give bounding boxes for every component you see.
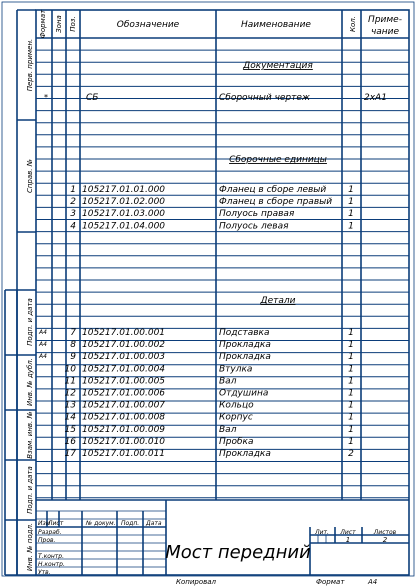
row-pos: 8	[70, 340, 76, 351]
footer-format-label: Формат	[316, 578, 345, 586]
tb-norm-control: Н.контр.	[38, 561, 65, 568]
doc-name: Сборочный чертеж	[219, 93, 311, 103]
row-designation: 105217.01.00.011	[82, 449, 166, 459]
header-note-line1: Приме-	[368, 15, 402, 25]
tb-checked: Пров.	[38, 537, 56, 544]
row-format: А4	[39, 341, 47, 349]
table-row	[65, 449, 355, 459]
row-qty: 1	[348, 185, 354, 195]
tb-sheets-label: Листов	[373, 529, 397, 536]
row-format: А4	[39, 329, 47, 336]
row-qty: 1	[348, 376, 354, 387]
tb-col-sheet: Лист	[48, 520, 64, 527]
side-label-ref-no: Справ. №	[26, 158, 34, 194]
row-pos: 3	[70, 209, 76, 220]
row-name: Прокладка	[219, 340, 271, 351]
row-pos: 14	[64, 412, 76, 423]
title-block	[36, 500, 409, 576]
side-label-sign-date-2: Подп. и дата	[26, 466, 34, 514]
row-name: Пробка	[219, 436, 254, 447]
row-name: Прокладка	[219, 352, 271, 363]
row-pos: 12	[64, 388, 76, 399]
row-format: А4	[39, 353, 47, 361]
row-qty: 1	[348, 328, 354, 338]
row-name: Прокладка	[219, 449, 271, 459]
tb-approved: Утв.	[38, 569, 51, 576]
side-label-dup-inv: Инв. № дубл.	[26, 358, 34, 406]
row-pos: 13	[64, 400, 76, 411]
table-row	[70, 197, 354, 207]
row-name: Вал	[219, 424, 237, 435]
header-zone: Зона	[55, 15, 63, 33]
row-designation: 105217.01.00.010	[82, 436, 166, 447]
row-pos: 9	[70, 352, 76, 363]
row-pos: 4	[70, 221, 76, 232]
row-name: Полуось левая	[219, 221, 289, 232]
table-row	[65, 389, 354, 399]
row-designation: 105217.01.01.000	[82, 185, 166, 195]
row-name: Вал	[219, 376, 237, 387]
footer-copied: Копировал	[176, 578, 216, 586]
tb-col-doc-no: № докум.	[86, 520, 116, 527]
row-qty: 1	[348, 340, 354, 351]
tb-col-date: Дата	[146, 520, 162, 527]
tb-sheets-value: 2	[382, 536, 388, 544]
row-designation: 105217.01.04.000	[82, 221, 166, 232]
row-pos: 2	[70, 197, 76, 208]
row-designation: 105217.01.00.003	[82, 352, 166, 363]
header-designation: Обозначение	[116, 20, 180, 30]
table-row	[65, 401, 354, 411]
doc-designation: СБ	[86, 93, 99, 103]
side-label-primary-use: Перв. примен.	[26, 38, 34, 92]
row-qty: 1	[348, 400, 354, 411]
tb-sheet-label: Лист	[340, 529, 356, 536]
row-name: Втулка	[219, 364, 253, 375]
header-qty: Кол.	[349, 16, 357, 32]
table-row	[65, 437, 354, 447]
row-qty: 1	[348, 221, 354, 232]
row-pos: 7	[70, 328, 76, 338]
drawing-frame	[2, 2, 414, 576]
table-row	[65, 425, 354, 435]
tb-developed: Разраб.	[38, 529, 62, 536]
doc-note: 2хА1	[364, 93, 387, 103]
row-qty: 1	[348, 388, 354, 399]
row-designation: 105217.01.03.000	[82, 209, 166, 220]
table-row	[70, 185, 354, 195]
row-qty: 1	[348, 412, 354, 423]
side-label-replace-inv: Взам. инв. №	[26, 411, 34, 459]
table-row	[70, 209, 354, 219]
row-pos: 17	[64, 449, 76, 459]
table-row	[38, 352, 354, 362]
row-qty: 1	[348, 424, 354, 435]
row-designation: 105217.01.00.006	[82, 388, 166, 399]
row-designation: 105217.01.00.001	[82, 328, 166, 338]
tb-tech-control: Т.контр.	[38, 553, 65, 560]
row-designation: 105217.01.00.002	[82, 340, 166, 351]
assembly-rows	[70, 185, 354, 231]
header-note-line2: чание	[370, 27, 400, 37]
part-rows	[38, 328, 354, 459]
table-row	[65, 376, 354, 386]
row-name: Кольцо	[219, 400, 254, 411]
product-name: Мост передний	[165, 542, 311, 563]
tb-col-change: Изм	[38, 520, 51, 527]
row-pos: 16	[64, 436, 76, 447]
tb-lit-label: Лит.	[315, 529, 329, 536]
header-pos: Поз.	[69, 16, 77, 32]
section-parts: Детали	[260, 296, 296, 306]
row-designation: 105217.01.00.009	[82, 424, 166, 435]
header-format: Формат	[39, 9, 47, 39]
section-documentation: Документация	[243, 61, 313, 71]
footer-format-value: А4	[368, 578, 378, 586]
header-name: Наименование	[241, 20, 311, 30]
row-pos: 15	[64, 424, 76, 435]
row-pos: 11	[64, 376, 76, 387]
table-row	[38, 340, 354, 350]
table-row	[65, 364, 354, 374]
tb-sheet-value: 1	[345, 536, 351, 544]
row-name: Подставка	[219, 328, 270, 338]
row-qty: 1	[348, 209, 354, 220]
side-label-orig-inv: Инв. № подл.	[26, 522, 34, 572]
table-row	[65, 413, 354, 423]
section-assemblies: Сборочные единицы	[229, 155, 327, 165]
row-designation: 105217.01.02.000	[82, 197, 166, 208]
tb-col-sign: Подп.	[121, 520, 140, 527]
side-label-sign-date-1: Подп. и дата	[26, 298, 34, 346]
row-designation: 105217.01.00.005	[82, 376, 166, 387]
row-qty: 1	[348, 364, 354, 375]
row-pos: 10	[64, 364, 76, 375]
left-margin	[5, 10, 36, 575]
outer-frame	[2, 2, 414, 576]
row-name: Корпус	[219, 412, 253, 423]
table-header	[36, 9, 409, 38]
row-name: Фланец в сборе левый	[219, 185, 327, 195]
row-designation: 105217.01.00.007	[82, 400, 166, 411]
row-qty: 1	[348, 352, 354, 363]
row-name: Фланец в сборе правый	[219, 197, 333, 208]
doc-format: *	[44, 93, 48, 102]
sheet-footer	[176, 578, 377, 586]
row-designation: 105217.01.00.004	[82, 364, 166, 375]
row-name: Отдушина	[219, 388, 269, 399]
row-pos: 1	[70, 185, 76, 195]
row-qty: 1	[348, 197, 354, 208]
table-row	[38, 328, 354, 338]
row-qty: 2	[348, 449, 354, 459]
row-qty: 1	[348, 436, 354, 447]
table-row	[70, 221, 354, 231]
row-designation: 105217.01.00.008	[82, 412, 166, 423]
row-name: Полуось правая	[219, 209, 295, 220]
